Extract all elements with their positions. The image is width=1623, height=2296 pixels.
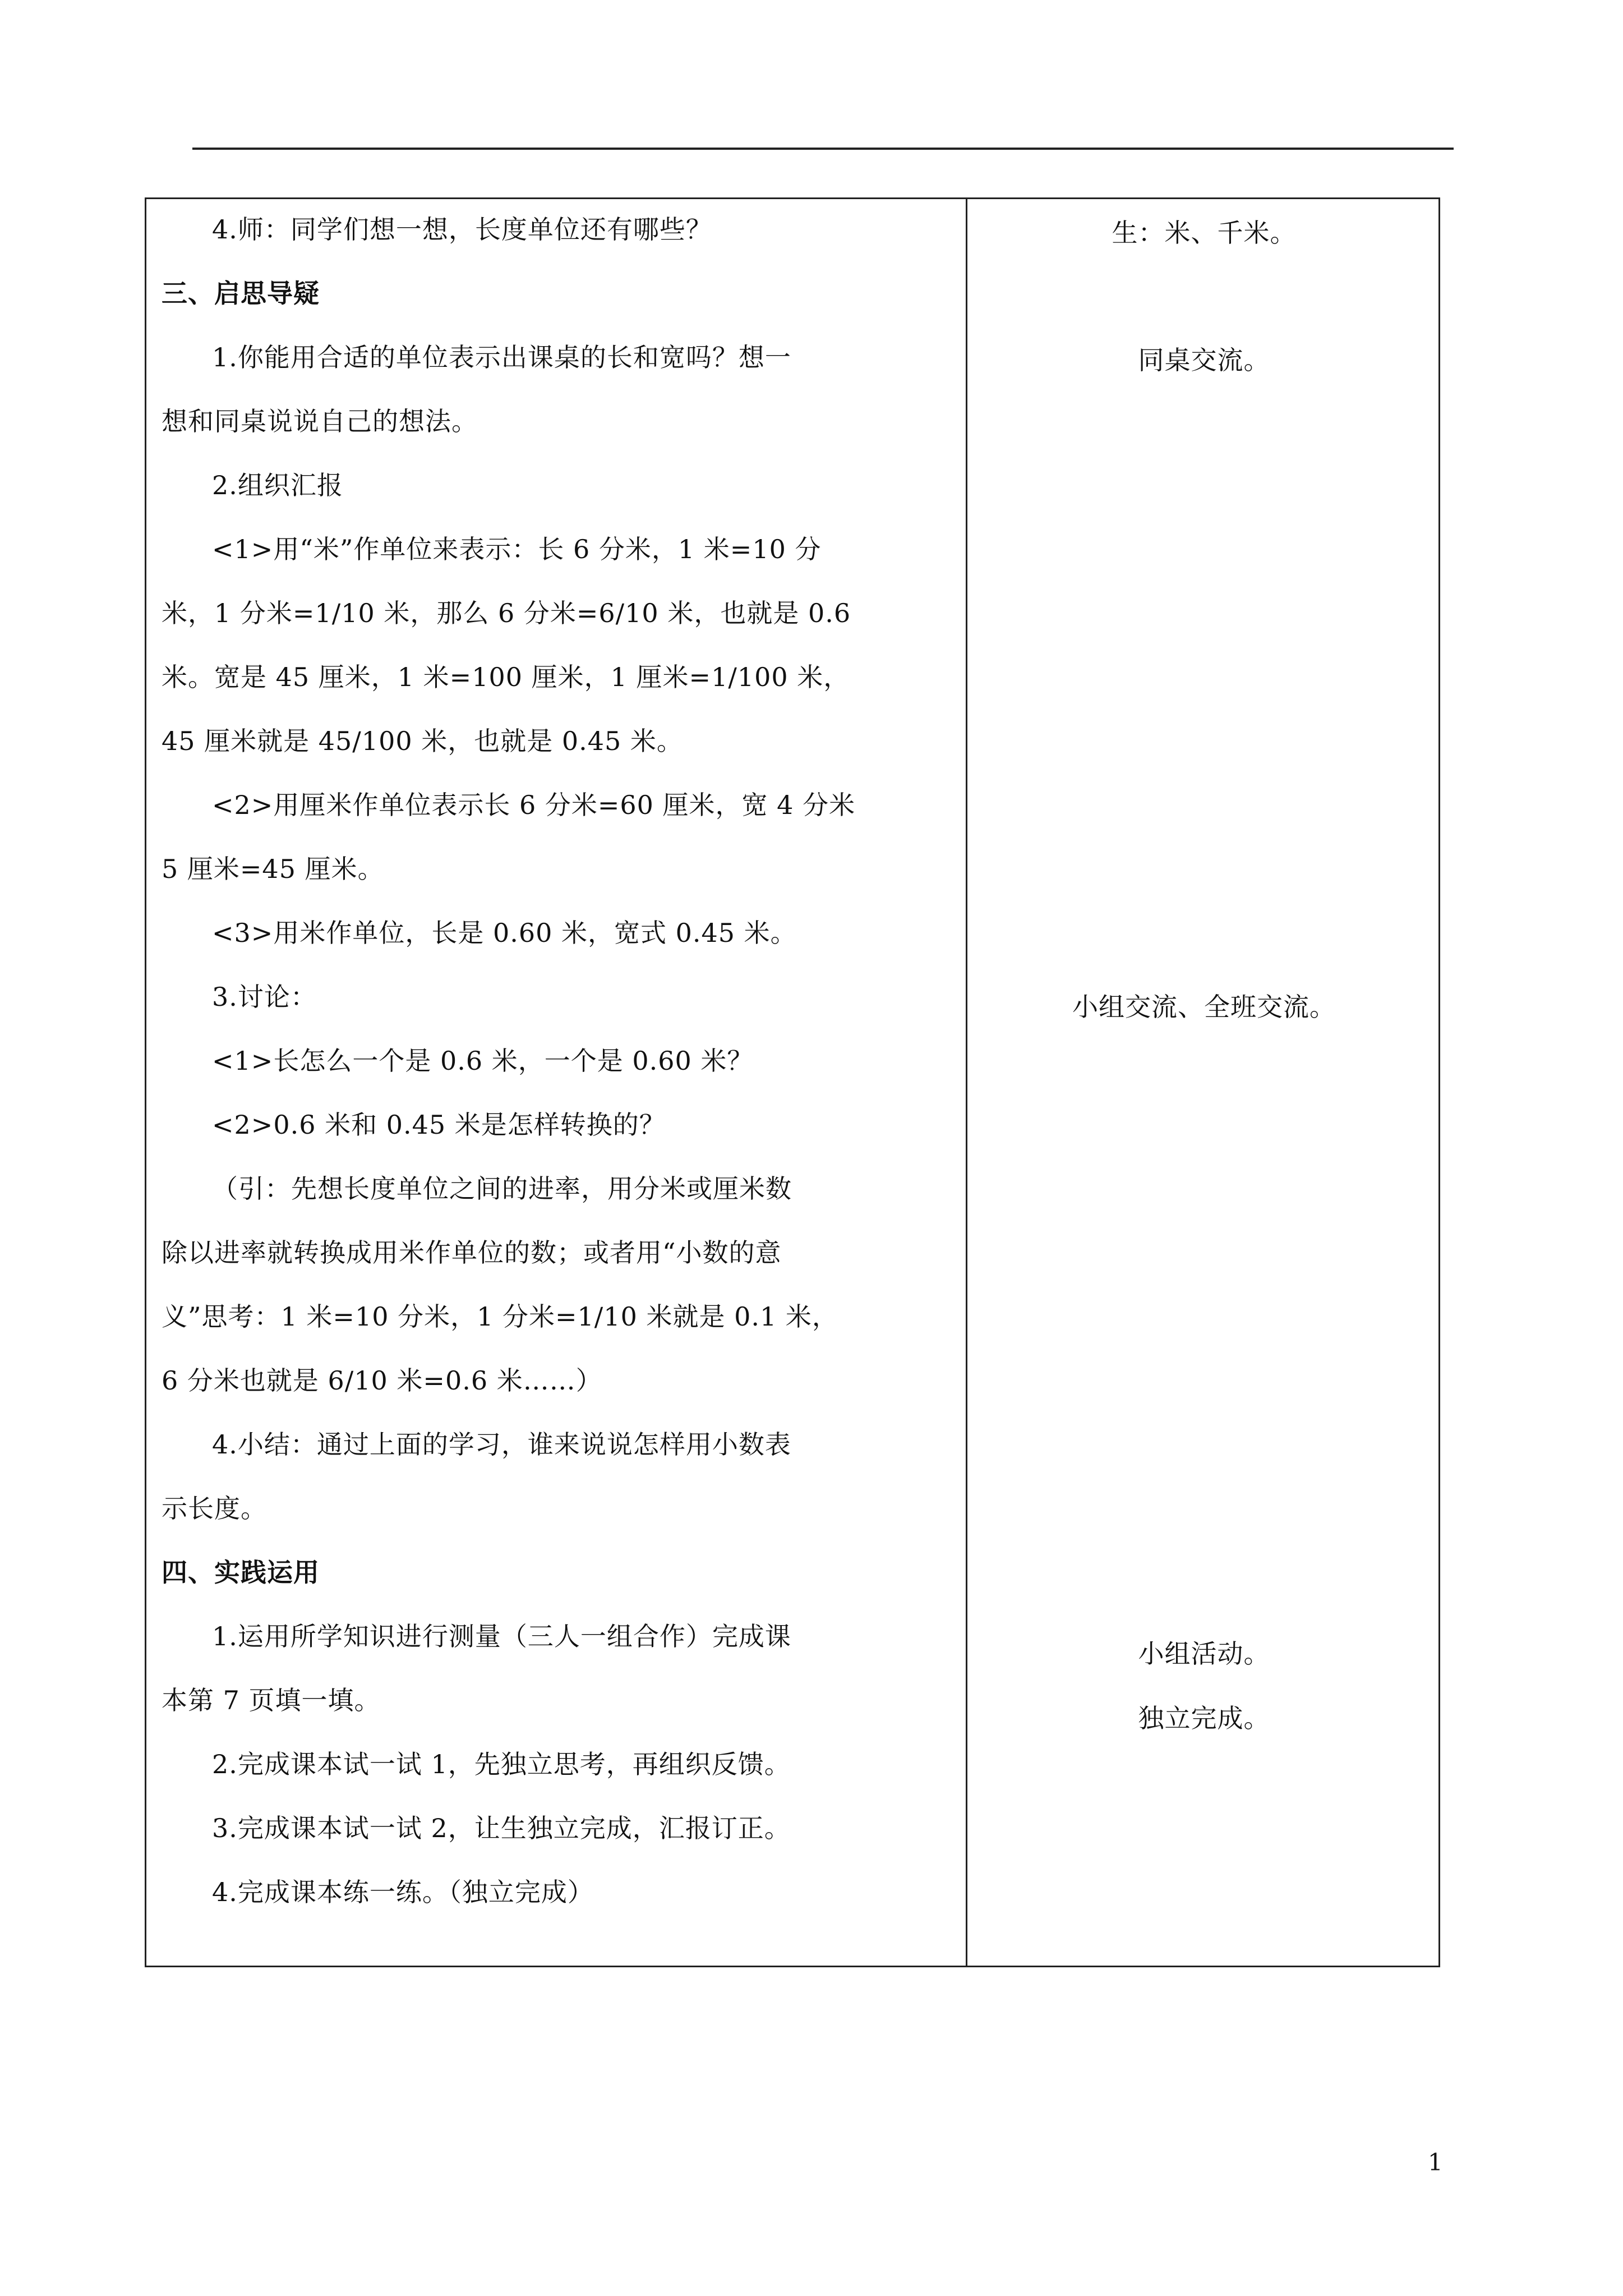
paragraph-line: （引：先想长度单位之间的进率，用分米或厘米数 bbox=[212, 1174, 792, 1204]
paragraph-line: 1.运用所学知识进行测量（三人一组合作）完成课 bbox=[212, 1621, 791, 1651]
paragraph-line: 示长度。 bbox=[162, 1493, 267, 1524]
paragraph-line: <1>用“米”作单位来表示：长 6 分米，1 米=10 分 bbox=[212, 534, 822, 564]
student-activity-note: 小组交流、全班交流。 bbox=[1072, 992, 1336, 1022]
paragraph-line: 45 厘米就是 45/100 米，也就是 0.45 米。 bbox=[162, 726, 683, 756]
paragraph-line: <3>用米作单位，长是 0.60 米，宽式 0.45 米。 bbox=[212, 918, 797, 948]
teacher-activity-column bbox=[162, 197, 874, 1924]
header-rule bbox=[192, 148, 1454, 150]
paragraph-line: 1.你能用合适的单位表示出课桌的长和宽吗？想一 bbox=[212, 342, 791, 372]
paragraph-line: 4.完成课本练一练。（独立完成） bbox=[212, 1877, 594, 1907]
paragraph-line: <1>长怎么一个是 0.6 米，一个是 0.60 米？ bbox=[212, 1046, 754, 1076]
student-activity-note: 同桌交流。 bbox=[1138, 345, 1270, 375]
paragraph-line: 2.组织汇报 bbox=[212, 470, 343, 500]
page-number: 1 bbox=[1428, 2148, 1443, 2176]
column-divider bbox=[966, 197, 967, 1967]
paragraph-line: 2.完成课本试一试 1，先独立思考，再组织反馈。 bbox=[212, 1749, 791, 1779]
paragraph-line: 想和同桌说说自己的想法。 bbox=[162, 406, 478, 436]
paragraph-line: 除以进率就转换成用米作单位的数；或者用“小数的意 bbox=[162, 1237, 782, 1268]
student-activity-note: 小组活动。 bbox=[1138, 1639, 1270, 1669]
paragraph-line: 6 分米也就是 6/10 米=0.6 米……） bbox=[162, 1365, 602, 1396]
paragraph-line: 米，1 分米=1/10 米，那么 6 分米=6/10 米，也就是 0.6 bbox=[162, 598, 851, 628]
paragraph-line: 3.讨论： bbox=[212, 982, 317, 1012]
paragraph-line: 米。宽是 45 厘米，1 米=100 厘米，1 厘米=1/100 米， bbox=[162, 662, 850, 692]
student-activity-note: 独立完成。 bbox=[1138, 1703, 1270, 1733]
section-heading-3: 三、启思导疑 bbox=[162, 278, 320, 309]
paragraph-line: 3.完成课本试一试 2，让生独立完成，汇报订正。 bbox=[212, 1813, 791, 1843]
paragraph-line: 本第 7 页填一填。 bbox=[162, 1685, 381, 1715]
section-heading-4: 四、实践运用 bbox=[162, 1557, 320, 1588]
paragraph-line: <2>0.6 米和 0.45 米是怎样转换的？ bbox=[212, 1110, 666, 1140]
student-activity-note: 生：米、千米。 bbox=[1112, 218, 1297, 248]
paragraph-line: 5 厘米=45 厘米。 bbox=[162, 854, 384, 884]
paragraph-line: 义”思考：1 米=10 分米，1 分米=1/10 米就是 0.1 米， bbox=[162, 1301, 838, 1332]
paragraph-line: <2>用厘米作单位表示长 6 分米=60 厘米，宽 4 分米 bbox=[212, 790, 856, 820]
paragraph-line: 4.师：同学们想一想，长度单位还有哪些？ bbox=[212, 214, 712, 245]
paragraph-line: 4.小结：通过上面的学习，谁来说说怎样用小数表 bbox=[212, 1429, 791, 1460]
